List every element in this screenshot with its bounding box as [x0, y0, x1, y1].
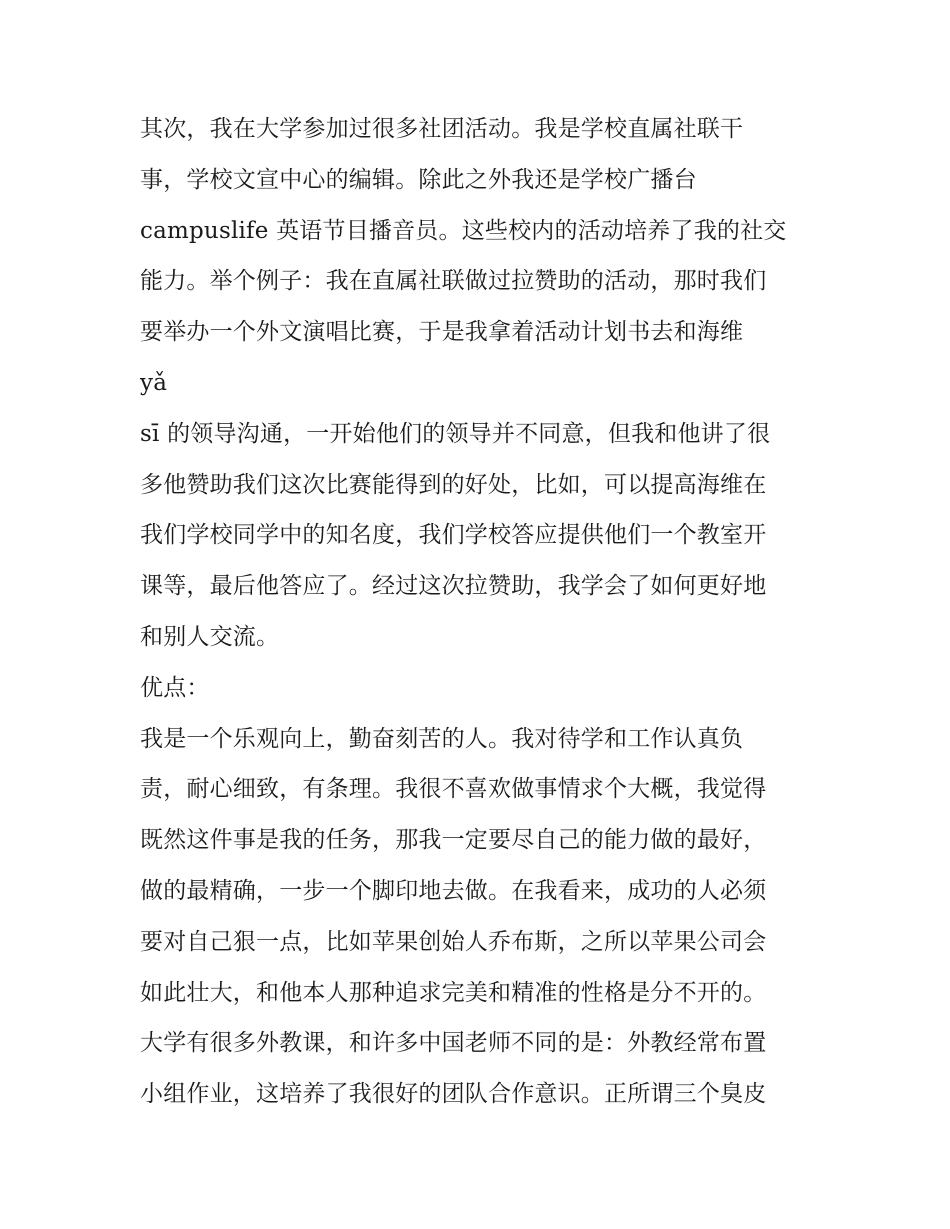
pinyin-annotation: yǎ — [140, 369, 168, 396]
text-line: 要举办一个外文演唱比赛，于是我拿着活动计划书去和海维 — [140, 319, 744, 346]
text-line: 做的最精确，一步一个脚印地去做。在我看来，成功的人必须 — [140, 877, 767, 904]
text-line: sī 的领导沟通，一开始他们的领导并不同意，但我和他讲了很 — [140, 420, 771, 447]
text-line: 我们学校同学中的知名度，我们学校答应提供他们一个教室开 — [140, 522, 767, 549]
text-line: 其次，我在大学参加过很多社团活动。我是学校直属社联干 — [140, 116, 744, 142]
text-line: 课等，最后他答应了。经过这次拉赞助，我学会了如何更好地 — [140, 573, 767, 600]
text-line: 多他赞助我们这次比赛能得到的好处，比如，可以提高海维在 — [140, 471, 767, 498]
text-line: 我是一个乐观向上，勤奋刻苦的人。我对待学和工作认真负 — [140, 725, 744, 752]
text-line: 事，学校文宣中心的编辑。除此之外我还是学校广播台 — [140, 166, 697, 193]
text-line: 要对自己狠一点，比如苹果创始人乔布斯，之所以苹果公司会 — [140, 928, 767, 955]
body-text — [140, 104, 820, 1120]
text-line: 小组作业，这培养了我很好的团队合作意识。正所谓三个臭皮 — [140, 1081, 767, 1108]
text-line: 既然这件事是我的任务，那我一定要尽自己的能力做的最好， — [140, 827, 767, 854]
text-line: 大学有很多外教课，和许多中国老师不同的是：外教经常布置 — [140, 1030, 767, 1057]
section-heading-strengths: 优点： — [140, 674, 210, 701]
text-line: 责，耐心细致，有条理。我很不喜欢做事情求个大概，我觉得 — [140, 776, 767, 803]
text-line: campuslife 英语节目播音员。这些校内的活动培养了我的社交 — [140, 217, 787, 244]
text-line: 如此壮大，和他本人那种追求完美和精准的性格是分不开的。 — [140, 979, 767, 1006]
text-line: 能力。举个例子：我在直属社联做过拉赞助的活动，那时我们 — [140, 268, 767, 295]
text-line: 和别人交流。 — [140, 623, 280, 650]
